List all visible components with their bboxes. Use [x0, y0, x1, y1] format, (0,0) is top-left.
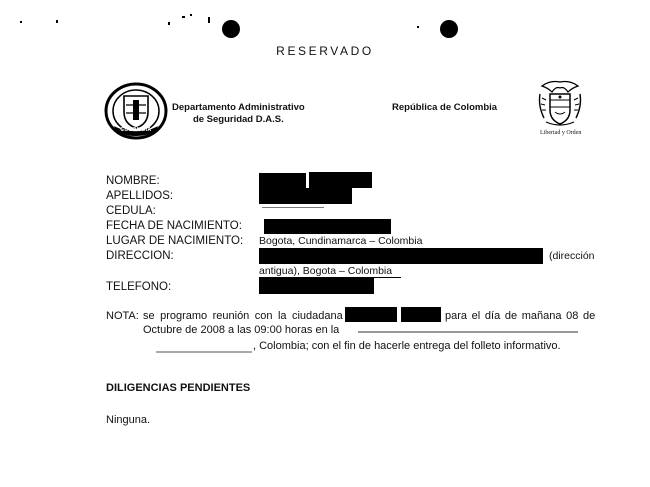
- redaction-residue: [156, 351, 252, 353]
- redaction-ciudadana-surname: [401, 307, 441, 322]
- redaction-residue: [262, 207, 324, 208]
- redaction-nombre: [309, 172, 372, 188]
- value-direccion: (dirección: [549, 250, 595, 262]
- label-fecha-nacimiento: FECHA DE NACIMIENTO:: [106, 220, 242, 232]
- redaction-ciudadana-name: [345, 307, 397, 322]
- seal-ring-text: COLOMBIA: [120, 127, 152, 133]
- scan-speck: [168, 22, 170, 25]
- nota-label: NOTA:: [106, 310, 139, 322]
- value-direccion-cont: antigua), Bogota – Colombia: [259, 265, 393, 277]
- punch-hole-left: [222, 20, 240, 38]
- redaction-direccion: [259, 248, 543, 264]
- redaction-fecha-nacimiento: [264, 219, 391, 234]
- crest-motto: Libertad y Orden: [540, 130, 582, 136]
- scan-speck: [417, 26, 419, 28]
- label-lugar-nacimiento: LUGAR DE NACIMIENTO:: [106, 235, 244, 247]
- label-nombre: NOMBRE:: [106, 175, 160, 187]
- agency-name-line2: de Seguridad D.A.S.: [192, 114, 284, 125]
- nota-text-1: se programo reunión con la ciudadana: [143, 310, 343, 322]
- nota-text-3: Octubre de 2008 a las 09:00 horas en la: [143, 324, 340, 336]
- scan-speck: [56, 20, 58, 23]
- nota-text-2: para el día de mañana 08 de: [445, 310, 596, 322]
- label-direccion: DIRECCION:: [106, 250, 174, 262]
- scan-speck: [208, 17, 210, 23]
- redaction-nombre: [259, 173, 306, 188]
- section-body: Ninguna.: [106, 414, 151, 426]
- scan-speck: [182, 16, 185, 18]
- country-heading: República de Colombia: [392, 102, 498, 113]
- redaction-apellidos: [259, 188, 352, 204]
- label-apellidos: APELLIDOS:: [106, 190, 174, 202]
- punch-hole-right: [440, 20, 458, 38]
- nota-text-4: , Colombia; con el fin de hacerle entrega del folleto informativo.: [253, 340, 561, 352]
- agency-name-line1: Departamento Administrativo: [172, 102, 305, 113]
- redaction-telefono: [259, 278, 374, 294]
- scan-speck: [20, 21, 22, 23]
- coat-of-arms-logo: [536, 78, 584, 130]
- section-title: DILIGENCIAS PENDIENTES: [106, 382, 251, 394]
- label-cedula: CEDULA:: [106, 205, 156, 217]
- label-telefono: TELEFONO:: [106, 281, 172, 293]
- value-lugar-nacimiento: Bogota, Cundinamarca – Colombia: [259, 235, 423, 247]
- classification-stamp: RESERVADO: [276, 44, 374, 58]
- agency-name: [172, 102, 305, 126]
- scan-speck: [190, 14, 192, 16]
- redaction-residue: [358, 331, 578, 333]
